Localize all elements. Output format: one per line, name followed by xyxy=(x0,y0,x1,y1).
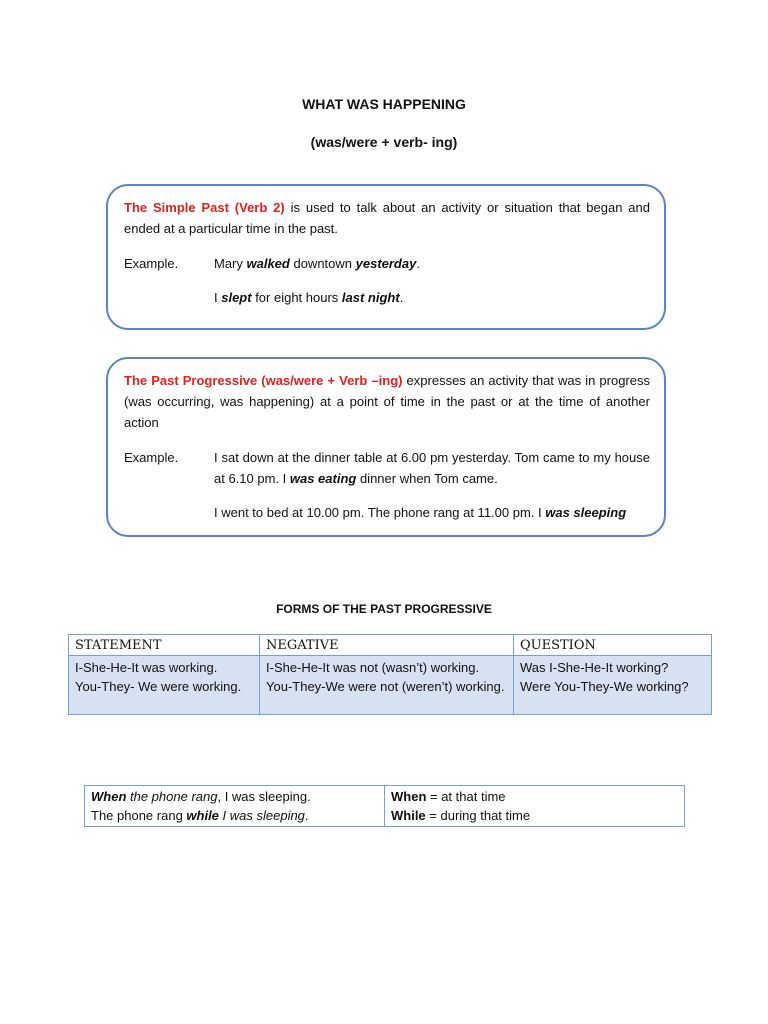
header-question: QUESTION xyxy=(514,635,712,656)
statement-cell: I-She-He-It was working. You-They- We were working. xyxy=(69,656,260,715)
forms-title: FORMS OF THE PAST PROGRESSIVE xyxy=(276,602,492,616)
simple-past-example-2: I slept for eight hours last night. xyxy=(214,290,404,305)
example-label: Example. xyxy=(124,450,179,465)
header-negative: NEGATIVE xyxy=(260,635,514,656)
simple-past-example-1: Example. Mary walked downtown yesterday. xyxy=(124,253,650,274)
when-while-examples-cell: When the phone rang, I was sleeping. The phone rang while I was sleeping. xyxy=(85,786,385,827)
when-while-definitions-cell: When = at that time While = during that time xyxy=(385,786,685,827)
question-cell: Was I-She-He-It working? Were You-They-We working? xyxy=(514,656,712,715)
page-title: WHAT WAS HAPPENING xyxy=(302,96,466,112)
simple-past-definition: The Simple Past (Verb 2) is used to talk about an activity or situation that began and ended at a particular time in the past. xyxy=(124,200,650,236)
table-row xyxy=(69,656,712,715)
example-label: Example. xyxy=(124,256,179,271)
past-progressive-box xyxy=(106,357,666,537)
page-subtitle: (was/were + verb- ing) xyxy=(310,134,458,150)
past-progressive-definition: The Past Progressive (was/were + Verb –ing) expresses an activity that was in progress (was occurring, was happening) at a point of time in the past or at the time of another action xyxy=(124,373,650,430)
simple-past-box xyxy=(106,184,666,330)
past-progressive-example-1: Example. I sat down at the dinner table at 6.00 pm yesterday. Tom came to my house at 6.10 pm. I was eating dinner when Tom came. xyxy=(124,447,650,489)
negative-cell: I-She-He-It was not (wasn’t) working. You-They-We were not (weren’t) working. xyxy=(260,656,514,715)
forms-table xyxy=(68,634,712,715)
table-header-row xyxy=(69,635,712,656)
when-while-table xyxy=(84,785,685,827)
simple-past-term: The Simple Past (Verb 2) xyxy=(124,200,285,215)
past-progressive-term: The Past Progressive (was/were + Verb –ing) xyxy=(124,373,403,388)
table-row xyxy=(85,786,685,827)
past-progressive-example-2: I went to bed at 10.00 pm. The phone rang at 11.00 pm. I was sleeping xyxy=(214,505,627,520)
header-statement: STATEMENT xyxy=(69,635,260,656)
